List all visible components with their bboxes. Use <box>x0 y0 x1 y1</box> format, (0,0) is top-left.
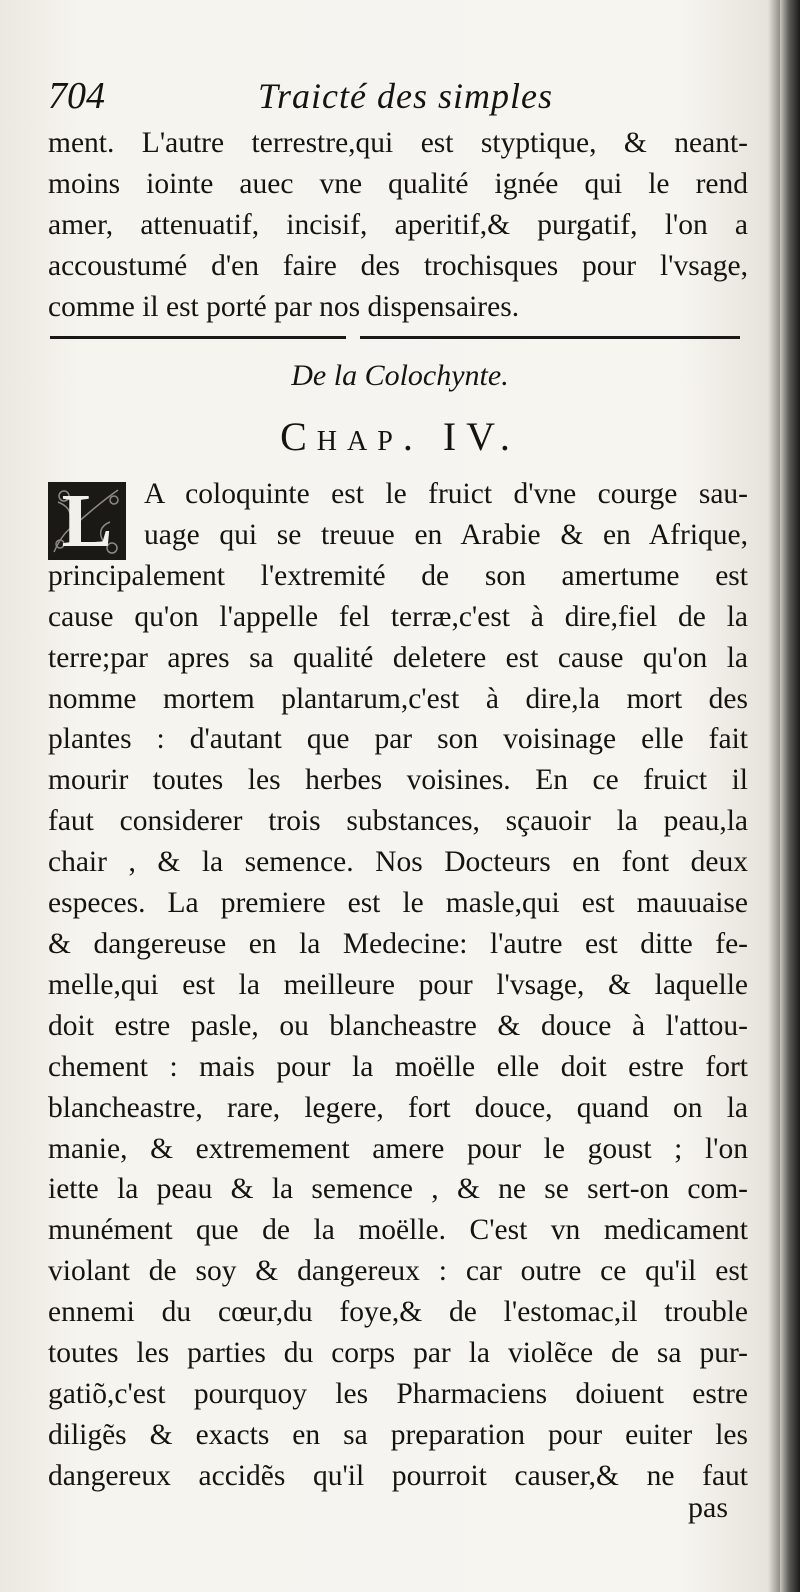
top-paragraph <box>48 123 748 328</box>
text-line: diligẽs & exacts en sa preparation pour euiter les <box>48 1418 748 1451</box>
text-line: cause qu'on l'appelle fel terræ,c'est à dire,fiel de la <box>48 600 748 633</box>
text-line: uage qui se treuue en Arabie & en Afrique, <box>144 518 748 551</box>
text-line: mourir toutes les herbes voisines. En ce fruict il <box>48 764 748 797</box>
text-line: amer, attenuatif, incisif, aperitif,& purgatif, l'on a <box>48 208 748 241</box>
text-line: blancheastre, rare, legere, fort douce, quand on la <box>48 1091 748 1124</box>
page-header <box>48 72 748 122</box>
divider-rule-left <box>50 336 346 339</box>
text-line: toutes les parties du corps par la violẽce de sa pur- <box>48 1337 748 1370</box>
text-line: especes. La premiere est le masle,qui est mauuaise <box>48 887 748 920</box>
text-line: plantes : d'autant que par son voisinage elle fait <box>48 723 748 756</box>
page-number: 704 <box>48 75 105 117</box>
chapter-heading: Chap. IV. <box>280 414 520 459</box>
running-title: Traicté des simples <box>258 76 553 116</box>
text-line: & dangereuse en la Medecine: l'autre est ditte fe- <box>48 927 748 960</box>
text-line: munément que de la moëlle. C'est vn medicament <box>48 1214 748 1247</box>
text-line: comme il est porté par nos dispensaires. <box>48 290 520 323</box>
text-line: nomme mortem plantarum,c'est à dire,la mort des <box>48 682 748 715</box>
text-line: A coloquinte est le fruict d'vne courge sau- <box>144 478 748 510</box>
text-line: melle,qui est la meilleure pour l'vsage, & laquelle <box>48 968 748 1001</box>
section-divider <box>50 334 740 342</box>
text-line: terre;par apres sa qualité deletere est cause qu'on la <box>48 641 748 674</box>
text-line: gatiõ,c'est pourquoy les Pharmaciens doiuent estre <box>48 1377 748 1410</box>
section-title: De la Colochynte. <box>291 359 509 392</box>
text-line: accoustumé d'en faire des trochisques pour l'vsage, <box>48 249 748 282</box>
catchword: pas <box>688 1491 728 1524</box>
drop-cap-letter: L <box>61 482 113 560</box>
text-line: violant de soy & dangereux : car outre ce qu'il est <box>48 1255 748 1288</box>
text-line: chement : mais pour la moëlle elle doit estre fort <box>48 1050 748 1083</box>
main-paragraph <box>48 474 748 1497</box>
text-line: manie, & extremement amere pour le goust ; l'on <box>48 1132 748 1165</box>
text-line: moins iointe auec vne qualité ignée qui le rend <box>48 167 748 200</box>
text-line: doit estre pasle, ou blancheastre & douce à l'attou- <box>48 1009 748 1042</box>
divider-rule-right <box>360 336 740 339</box>
text-line: iette la peau & la semence , & ne se sert-on com- <box>48 1173 748 1206</box>
text-line: chair , & la semence. Nos Docteurs en font deux <box>48 846 748 879</box>
text-line: ment. L'autre terrestre,qui est styptique, & neant- <box>48 127 748 159</box>
text-line: dangereux accidẽs qu'il pourroit causer,& ne faut <box>48 1459 748 1492</box>
text-line: principalement l'extremité de son amertume est <box>48 559 748 592</box>
text-line: ennemi du cœur,du foye,& de l'estomac,il trouble <box>48 1296 748 1329</box>
text-line: faut considerer trois substances, sçauoir la peau,la <box>48 805 748 838</box>
page-edge <box>780 0 800 1592</box>
